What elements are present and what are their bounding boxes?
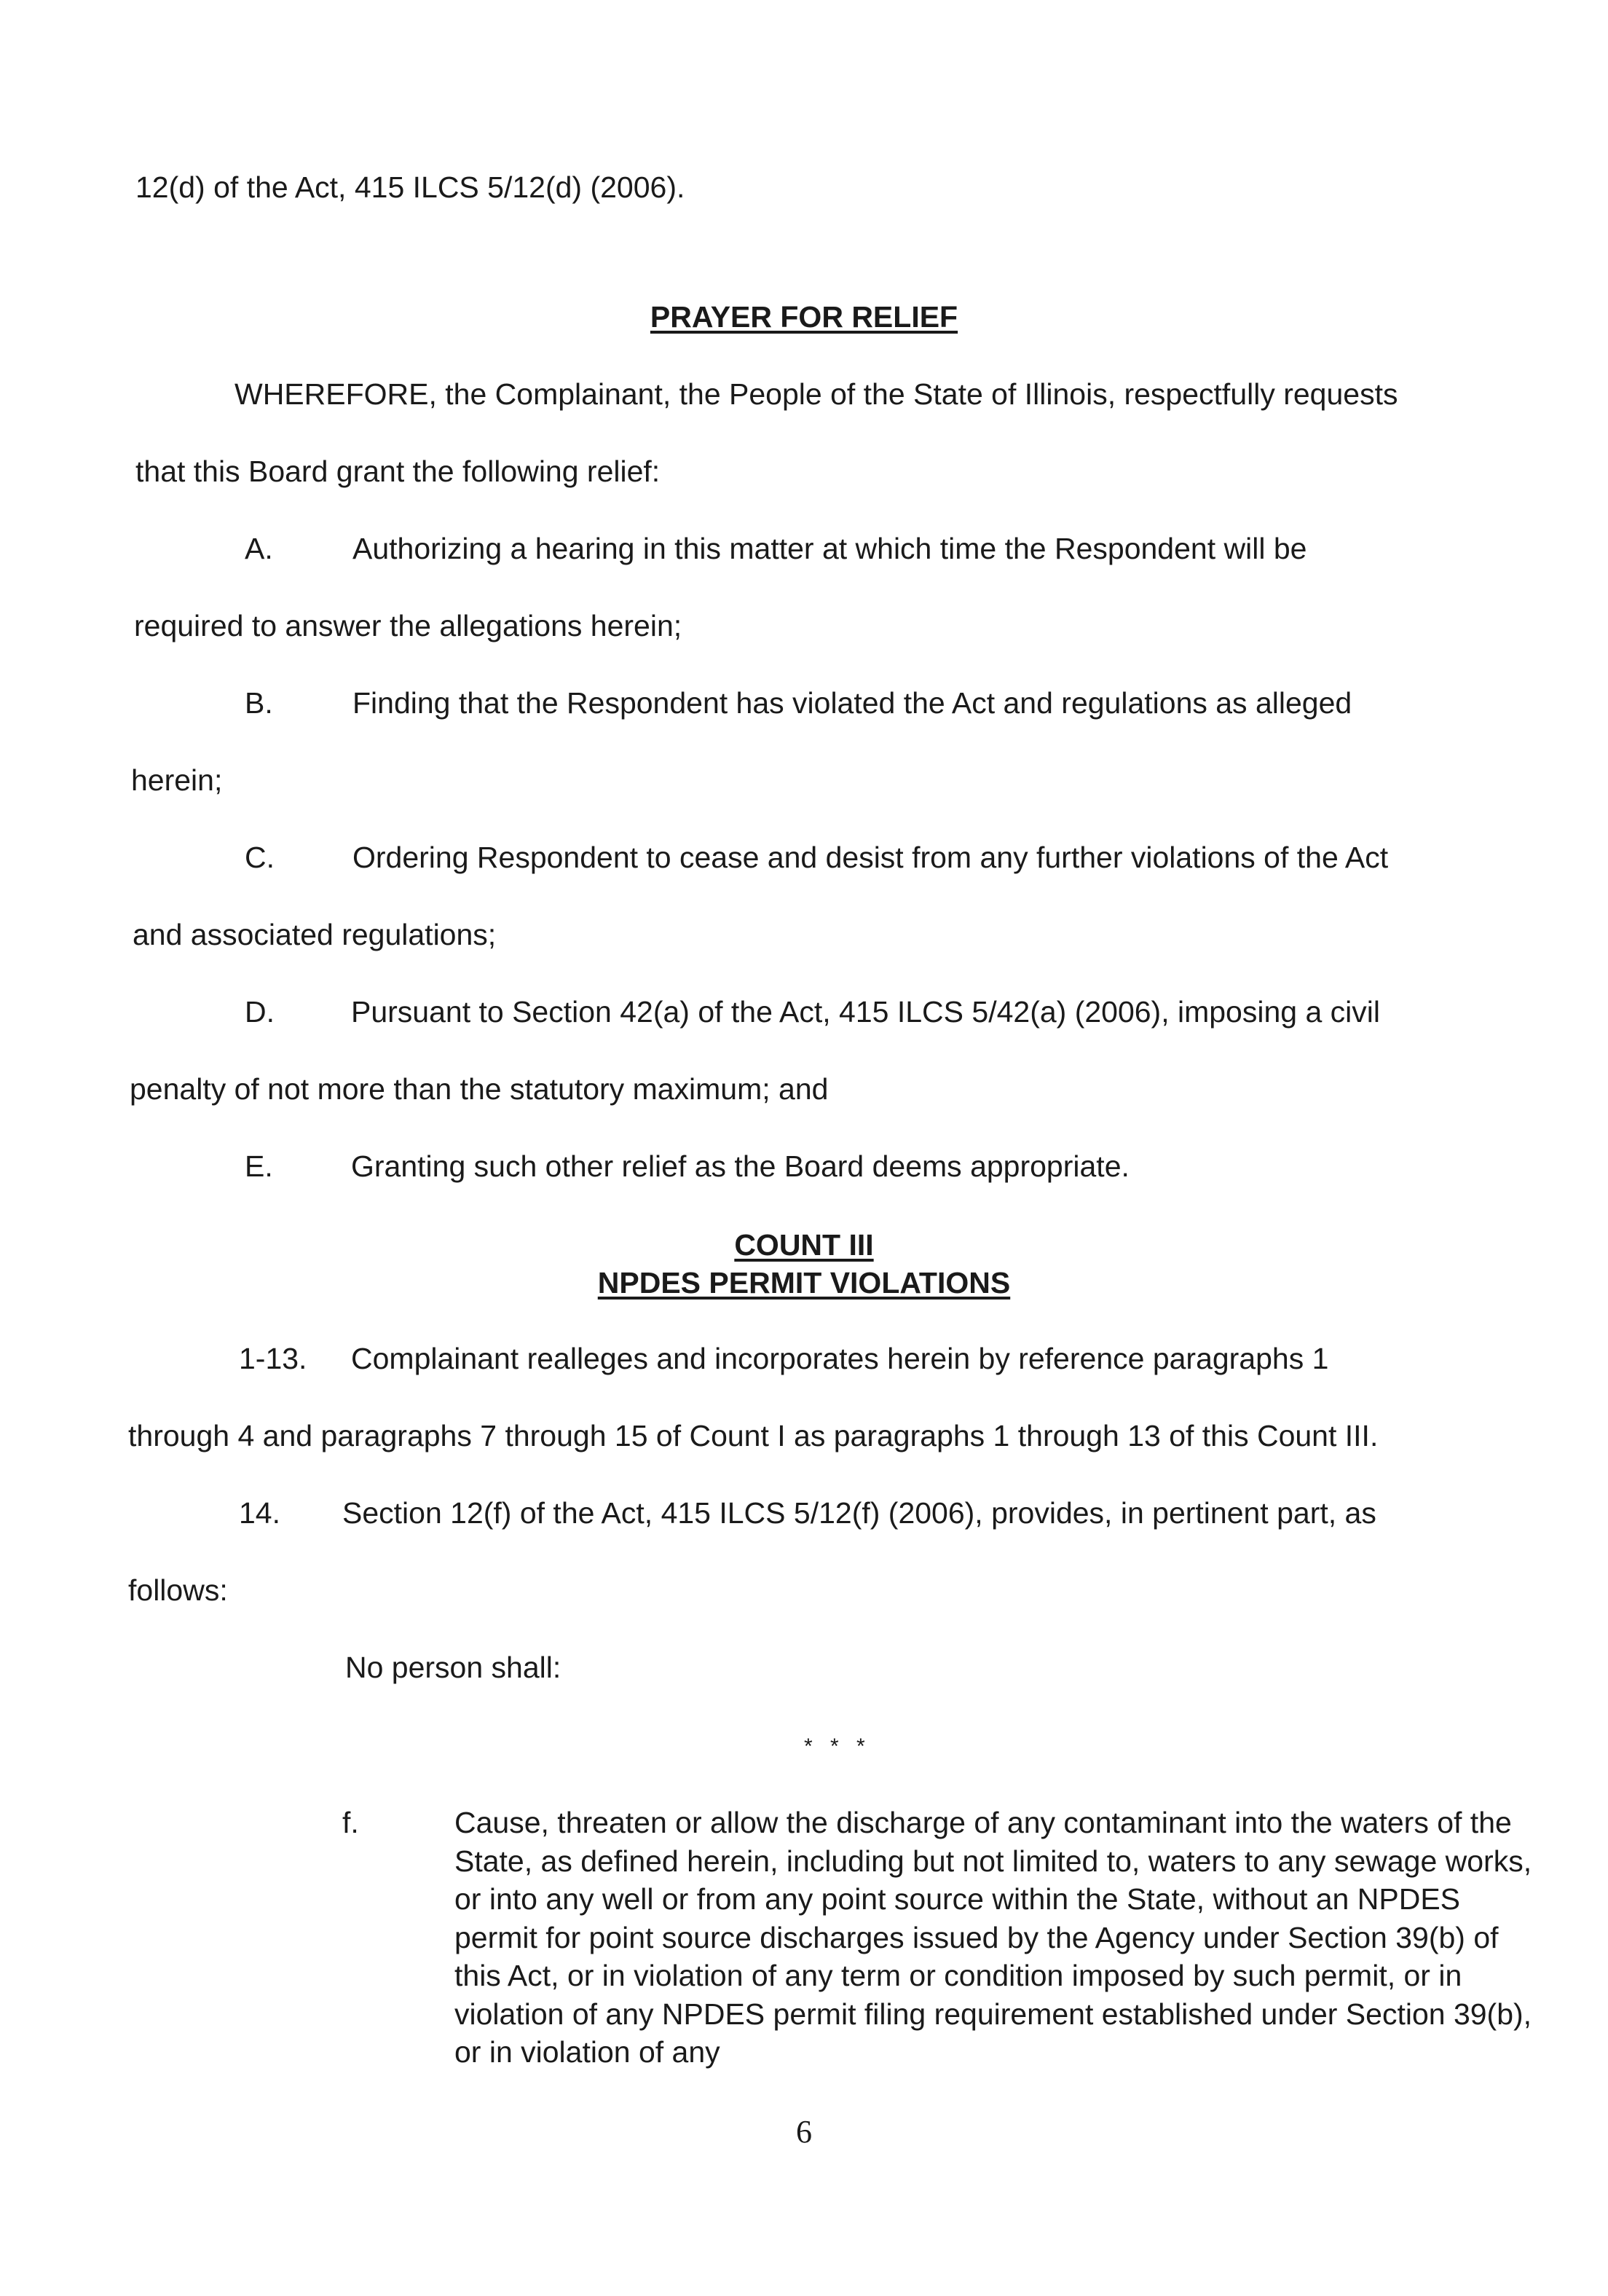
prayer-heading: PRAYER FOR RELIEF [650, 300, 958, 334]
relief-marker-c: C. [245, 841, 275, 874]
relief-d-line2: penalty of not more than the statutory maximum; and [130, 1072, 829, 1106]
quote-item-marker: f. [342, 1806, 359, 1839]
relief-b-line1: Finding that the Respondent has violated the Act and regulations as alleged [352, 686, 1352, 720]
para-1-13-marker: 1-13. [239, 1342, 307, 1375]
relief-c-line2: and associated regulations; [133, 918, 497, 951]
relief-b-line2: herein; [131, 763, 223, 797]
prayer-intro-line2: that this Board grant the following relief: [135, 455, 661, 488]
carryover-line: 12(d) of the Act, 415 ILCS 5/12(d) (2006). [135, 170, 685, 204]
para-1-13-line1: Complainant realleges and incorporates herein by reference paragraphs 1 [351, 1342, 1329, 1375]
count-subtitle: NPDES PERMIT VIOLATIONS [597, 1266, 1011, 1300]
count-title: COUNT III [734, 1228, 874, 1262]
relief-d-line1: Pursuant to Section 42(a) of the Act, 415 ILCS 5/42(a) (2006), imposing a civil [351, 995, 1380, 1029]
relief-marker-e: E. [245, 1149, 273, 1183]
relief-marker-d: D. [245, 995, 275, 1029]
page-number: 6 [796, 2114, 812, 2150]
quote-intro: No person shall: [345, 1651, 561, 1684]
quote-item-text: Cause, threaten or allow the discharge of any contaminant into the waters of the State, as defined herein, including but not limited to, waters to any sewage works, or into any well or from any point source within the State, without an NPDES permit for point source discharges issued by the Agency under Section 39(b) of this Act, or in violation of any term or condition imposed by such permit, or in violation of any NPDES permit filing requirement established under Section 39(b), or in violation of any [454, 1806, 1532, 2069]
para-14-line1: Section 12(f) of the Act, 415 ILCS 5/12(f) (2006), provides, in pertinent part, as [342, 1496, 1376, 1530]
prayer-intro-line1: WHEREFORE, the Complainant, the People of the State of Illinois, respectfully requests [234, 377, 1398, 411]
relief-a-line2: required to answer the allegations herein; [134, 609, 682, 642]
relief-marker-a: A. [245, 532, 273, 565]
para-14-marker: 14. [239, 1496, 280, 1530]
relief-a-line1: Authorizing a hearing in this matter at which time the Respondent will be [352, 532, 1307, 565]
ellipsis-stars: * * * [804, 1734, 871, 1758]
para-1-13-line2: through 4 and paragraphs 7 through 15 of Count I as paragraphs 1 through 13 of this Count III. [128, 1419, 1379, 1452]
para-14-line2: follows: [128, 1573, 228, 1607]
relief-c-line1: Ordering Respondent to cease and desist from any further violations of the Act [352, 841, 1389, 874]
relief-e-line1: Granting such other relief as the Board deems appropriate. [351, 1149, 1130, 1183]
relief-marker-b: B. [245, 686, 273, 720]
